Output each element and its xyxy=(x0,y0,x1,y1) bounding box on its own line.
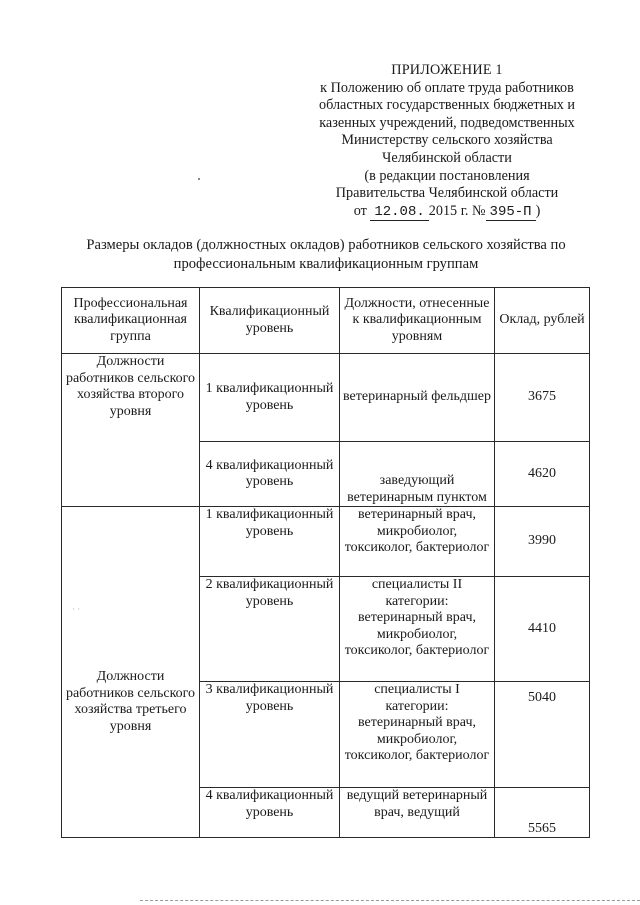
position-cell: ветеринарный фельдшер xyxy=(340,354,495,442)
header-line: Челябинской области xyxy=(382,149,512,166)
group-name-cell: Должности работников сельского хозяйства второго уровня xyxy=(62,354,200,507)
title-line: профессиональным квалификационным группам xyxy=(173,256,479,272)
table-row xyxy=(62,354,590,442)
salary-cell: 3990 xyxy=(495,507,590,577)
salary-cell: 4620 xyxy=(495,442,590,507)
resolution-year: 2015 г. № xyxy=(428,202,486,219)
header-line: казенных учреждений, подведомственных xyxy=(319,114,575,131)
salary-cell: 5565 xyxy=(495,788,590,838)
resolution-date-line xyxy=(302,203,592,222)
position-cell: заведующий ветеринарным пунктом xyxy=(340,442,495,507)
scan-edge-divider xyxy=(140,900,640,901)
table-header-row xyxy=(62,288,590,354)
position-cell: ведущий ветеринарный врач, ведущий xyxy=(340,788,495,838)
close-paren: ) xyxy=(535,202,541,219)
title-line: Размеры окладов (должностных окладов) работников сельского хозяйства по xyxy=(86,237,566,253)
level-cell: 3 квалификационный уровень xyxy=(200,682,340,788)
date-prefix: от xyxy=(353,202,367,219)
header-line: областных государственных бюджетных и xyxy=(319,97,575,114)
level-cell: 4 квалификационный уровень xyxy=(200,442,340,507)
table-row xyxy=(62,507,590,577)
header-cell: Оклад, рублей xyxy=(495,288,590,354)
level-cell: 1 квалификационный уровень xyxy=(200,507,340,577)
header-line: к Положению об оплате труда работников xyxy=(320,79,574,96)
salary-cell: 5040 xyxy=(495,682,590,788)
header-cell: Квалификационный уровень xyxy=(200,288,340,354)
header-line: Правительства Челябинской области xyxy=(335,185,559,202)
appendix-label: ПРИЛОЖЕНИЕ 1 xyxy=(391,62,503,78)
appendix-header xyxy=(302,62,592,221)
position-cell: специалисты II категории: ветеринарный врач, микробиолог, токсиколог, бактериолог xyxy=(340,577,495,682)
salary-cell: 3675 xyxy=(495,354,590,442)
position-cell: специалисты I категории: ветеринарный врач, микробиолог, токсиколог, бактериолог xyxy=(340,682,495,788)
header-cell: Должности, отнесенные к квалификационным уровням xyxy=(340,288,495,354)
level-cell: 1 квалификационный уровень xyxy=(200,354,340,442)
scan-speck-icon: · · xyxy=(72,604,81,614)
position-cell: ветеринарный врач, микробиолог, токсиколог, бактериолог xyxy=(340,507,495,577)
group-name-cell: Должности работников сельского хозяйства третьего уровня xyxy=(62,507,200,838)
salary-table xyxy=(61,287,590,838)
resolution-date: 12.08. xyxy=(370,204,428,221)
salary-cell: 4410 xyxy=(495,577,590,682)
level-cell: 4 квалификационный уровень xyxy=(200,788,340,838)
header-cell: Профессиональная квалификационная группа xyxy=(62,288,200,354)
resolution-number: 395-П xyxy=(486,204,536,221)
document-title xyxy=(66,236,586,274)
header-line: Министерству сельского хозяйства xyxy=(341,132,553,149)
scan-speck xyxy=(198,178,200,180)
level-cell: 2 квалификационный уровень xyxy=(200,577,340,682)
header-line: (в редакции постановления xyxy=(364,167,530,184)
